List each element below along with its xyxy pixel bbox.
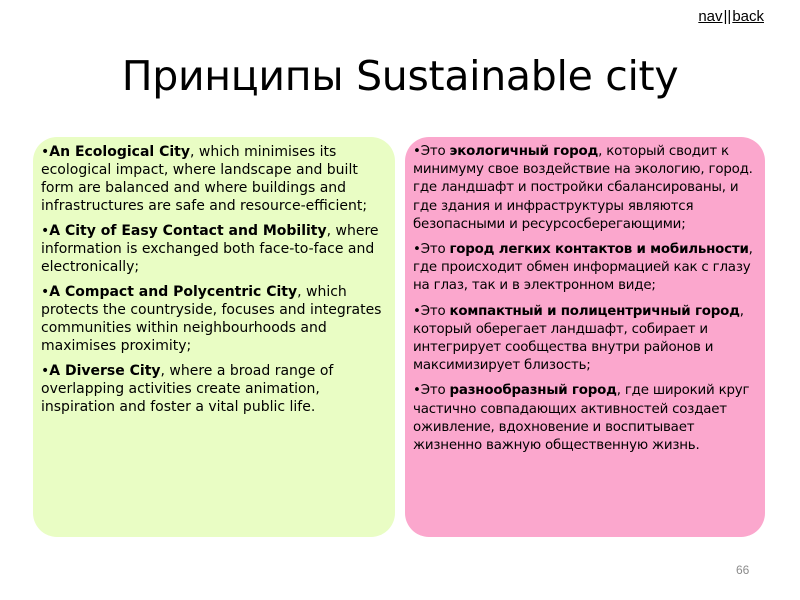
bullet-prefix: •Это <box>413 144 450 159</box>
bullet-heading: A Diverse City <box>49 363 161 379</box>
bullet-prefix: • <box>41 284 50 300</box>
list-item <box>41 283 385 355</box>
bullet-text: , который сводит к минимуму свое воздействие на экологию, город. где ландшафт и постройки сбалансированы, и где здания и инфраструктуры являются безопасными и ресурсосберегающими; <box>413 144 753 232</box>
bullet-text: , which minimises its ecological impact, where landscape and built form are balanced and where buildings and infrastructures are safe and resource-efficient; <box>41 144 368 214</box>
bullet-text: , where information is exchanged both face-to-face and electronically; <box>41 223 379 275</box>
bullet-prefix: • <box>41 144 50 160</box>
top-nav <box>698 8 764 25</box>
bullet-heading: разнообразный город <box>449 383 617 399</box>
nav-link[interactable]: nav <box>698 8 723 25</box>
bullet-heading: A City of Easy Contact and Mobility <box>49 223 327 239</box>
nav-separator: || <box>723 8 732 25</box>
bullet-heading: An Ecological City <box>49 144 190 160</box>
bullet-prefix: •Это <box>413 242 450 258</box>
page-number: 66 <box>736 563 750 577</box>
bullet-text: , where a broad range of overlapping activities create animation, inspiration and foster a vital public life. <box>41 363 334 415</box>
bullet-prefix: • <box>41 363 50 379</box>
bullet-heading: экологичный город <box>449 144 599 159</box>
bullet-text: , где широкий круг частично совпадающих активностей создает оживление, вдохновение и воспитывает жизненно важную общественную жизнь. <box>413 383 750 454</box>
list-item <box>413 382 755 455</box>
list-item <box>413 303 755 376</box>
english-principles-panel <box>33 137 395 537</box>
list-item <box>413 241 755 296</box>
bullet-heading: A Compact and Polycentric City <box>49 284 298 300</box>
russian-principles-panel <box>405 137 765 537</box>
bullet-prefix: •Это <box>413 383 450 399</box>
bullet-prefix: • <box>41 223 50 239</box>
bullet-heading: город легких контактов и мобильности <box>449 242 749 258</box>
list-item <box>41 222 385 276</box>
list-item <box>41 143 385 215</box>
bullet-text: , which protects the countryside, focuses and integrates communities within neighbourhoods and maximises proximity; <box>41 284 382 354</box>
bullet-text: , где происходит обмен информацией как с глазу на глаз, так и в электронном виде; <box>413 242 753 294</box>
slide-title: Принципы Sustainable city <box>121 52 679 100</box>
bullet-text: , который оберегает ландшафт, собирает и интегрирует сообщества внутри районов и максимизирует близость; <box>413 303 744 374</box>
list-item <box>41 362 385 416</box>
bullet-prefix: •Это <box>413 303 450 319</box>
bullet-heading: компактный и полицентричный город <box>449 303 740 319</box>
back-link[interactable]: back <box>732 8 764 25</box>
list-item <box>413 143 755 234</box>
